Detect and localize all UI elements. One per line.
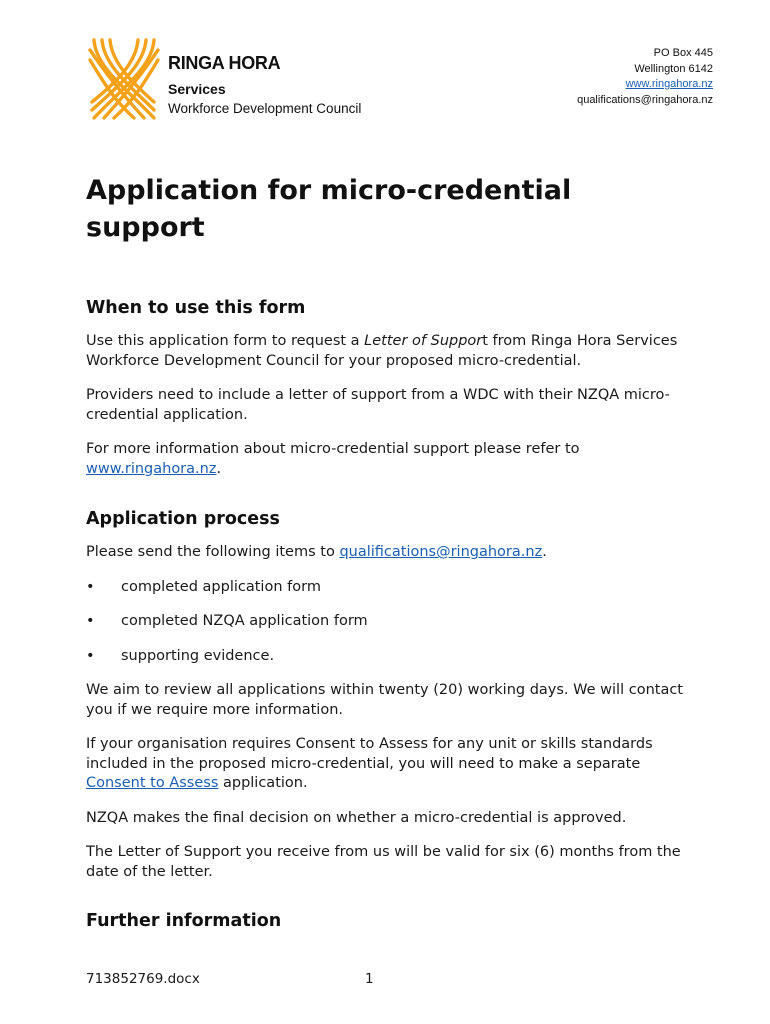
list-item [86, 578, 696, 598]
letter-of-support-italic: Letter of Suppor [364, 333, 483, 349]
list-item-text: completed application form [121, 578, 321, 595]
heading-application-process: Application process [86, 509, 280, 529]
ringa-hora-logo [88, 38, 378, 120]
text-span: . [542, 544, 547, 560]
list-item [86, 647, 696, 667]
logo-title: RINGA HORA [168, 53, 281, 73]
bullet-icon: • [86, 578, 95, 595]
text-span: application. [218, 775, 308, 791]
address-city: Wellington 6142 [634, 62, 713, 75]
items-list [86, 578, 696, 667]
logo-tagline: Workforce Development Council [168, 101, 362, 116]
paragraph-consent-to-assess [86, 735, 696, 794]
paragraph-purpose [86, 332, 696, 371]
paragraph-send-items [86, 543, 696, 563]
footer-filename: 713852769.docx [86, 971, 200, 987]
paragraph-review-timeframe: We aim to review all applications within twenty (20) working days. We will contact you if we require more information. [86, 682, 683, 718]
website-link[interactable]: www.ringahora.nz [625, 78, 713, 90]
logo-subtitle: Services [168, 81, 226, 97]
document-title: Application for micro-credential support [86, 175, 572, 243]
address-po-box: PO Box 445 [653, 47, 713, 59]
list-item [86, 612, 696, 632]
text-span: Please send the following items to [86, 544, 340, 560]
paragraph-letter-validity: The Letter of Support you receive from us will be valid for six (6) months from the date of the letter. [86, 844, 681, 880]
list-item-text: supporting evidence. [121, 647, 275, 664]
woven-x-logo-icon [88, 38, 160, 120]
consent-to-assess-link[interactable]: Consent to Assess [86, 775, 219, 791]
text-span: t from Ringa Hora Services Workforce Development Council for your proposed micro-credential. [86, 333, 678, 369]
list-item-text: completed NZQA application form [121, 613, 368, 629]
text-span: For more information about micro-credential support please refer to [86, 441, 580, 457]
contact-address [577, 46, 713, 108]
qualifications-email-link[interactable]: qualifications@ringahora.nz [339, 544, 543, 560]
heading-when-to-use: When to use this form [86, 298, 306, 318]
paragraph-nzqa-decision: NZQA makes the final decision on whether a micro-credential is approved. [86, 809, 627, 826]
email-address: qualifications@ringahora.nz [577, 93, 713, 106]
text-span: If your organisation requires Consent to Assess for any unit or skills standards included in the proposed micro-credential, you will need to make a separate [86, 736, 653, 772]
bullet-icon: • [86, 647, 95, 664]
text-span: Use this application form to request a [86, 333, 365, 349]
ringahora-link[interactable]: www.ringahora.nz [86, 460, 217, 477]
document-body [86, 296, 696, 945]
text-span: . [216, 460, 222, 477]
footer-page-number: 1 [365, 971, 374, 987]
paragraph-more-info [86, 440, 696, 479]
heading-further-information: Further information [86, 911, 282, 931]
paragraph-providers: Providers need to include a letter of support from a WDC with their NZQA micro-credential application. [86, 387, 670, 423]
bullet-icon: • [86, 613, 95, 629]
